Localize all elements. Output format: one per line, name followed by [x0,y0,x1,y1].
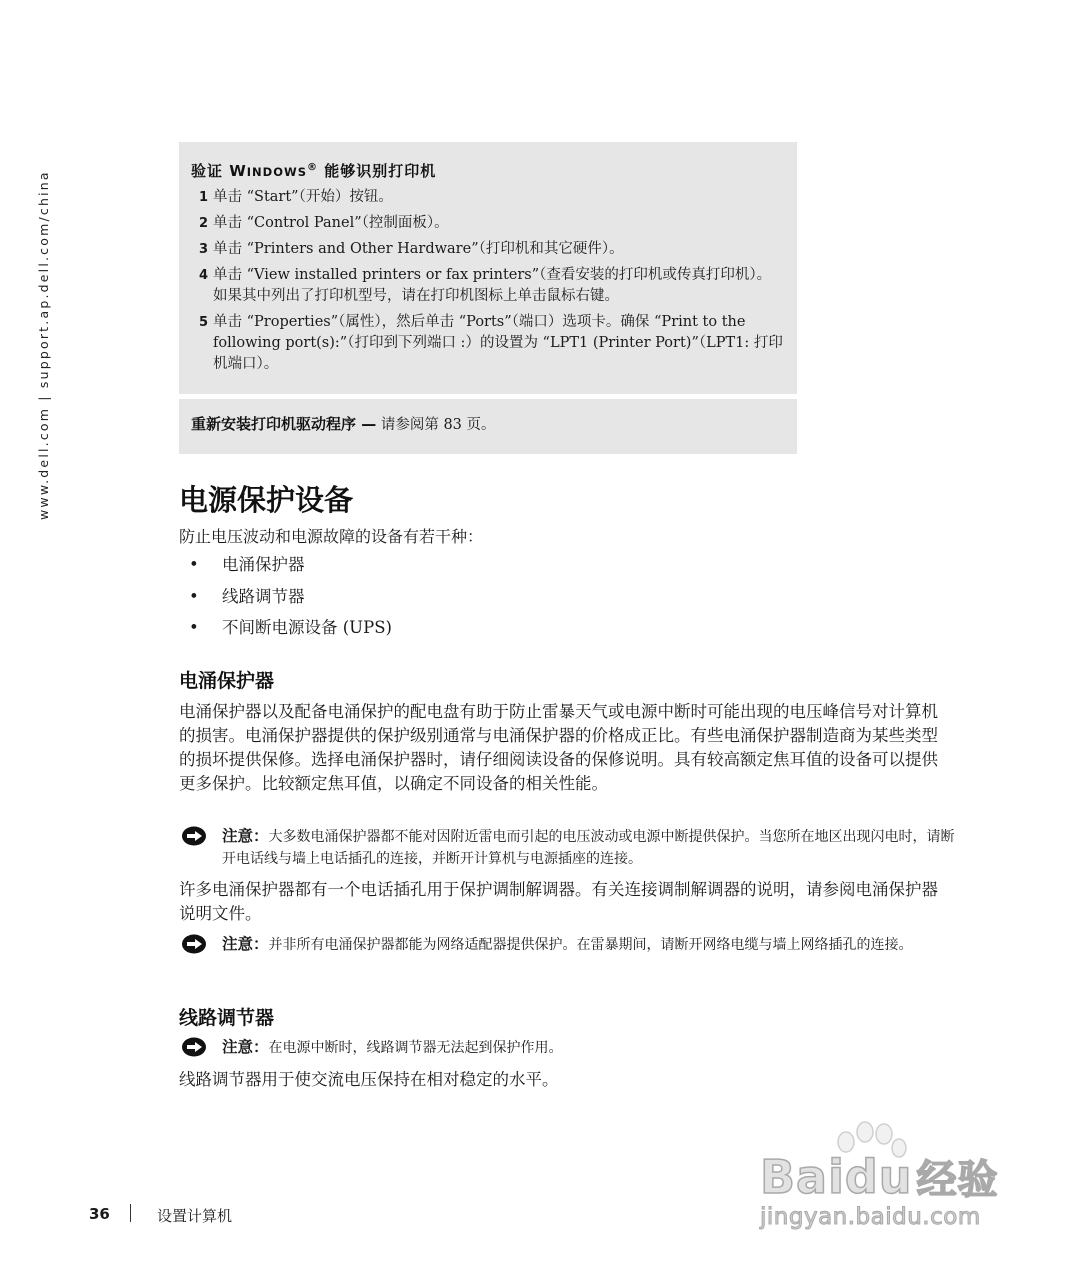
step-number: 5 [199,315,209,330]
section-title: 电源保护设备 [179,483,354,517]
chapter-title: 设置计算机 [157,1207,233,1225]
box-title [191,160,785,181]
watermark-url: jingyan.baidu.com [760,1204,981,1230]
footer-divider [130,1204,131,1222]
notice-label: 注意： [222,935,269,953]
surge-paragraph-2: 许多电涌保护器都有一个电话插孔用于保护调制解调器。有关连接调制解调器的说明，请参阅电涌保护器说明文件。 [179,880,938,923]
step-number: 4 [199,268,209,283]
device-list [179,553,392,648]
watermark-logo-cn: 经验 [916,1157,999,1203]
surge-heading: 电涌保护器 [179,670,275,692]
reinstall-driver-box [179,399,797,454]
notice-label: 注意： [222,1038,269,1056]
list-item [179,616,392,648]
reinstall-text: 请参阅第 83 页。 [376,417,496,433]
notice-label: 注意： [222,827,269,845]
list-item-text: 线路调节器 [222,586,305,606]
step-text: 单击 “Printers and Other Hardware”（打印机和其它硬件）。 [213,241,624,257]
notice-text: 在电源中断时，线路调节器无法起到保护作用。 [268,1040,563,1056]
notice-icon [181,826,209,846]
notice-text: 并非所有电涌保护器都能为网络适配器提供保护。在雷暴期间，请断开网络电缆与墙上网络插孔的连接。 [268,937,913,953]
watermark-logo [760,1148,999,1205]
step-item [199,265,785,307]
notice-box [179,1036,959,1059]
bullet-icon: • [189,555,199,574]
step-text: 单击 “Properties”（属性），然后单击 “Ports”（端口）选项卡。确保 “Print to the following port(s):”（打印到下列端口 :）的设置为 “LPT1 (Printer Port)”（LPT1: 打印机端口）。 [213,314,783,372]
step-item [199,239,785,260]
bullet-icon: • [189,586,199,606]
registered-mark: ® [306,162,318,173]
sidebar-url: www.dell.com | support.ap.dell.com/china [36,170,51,520]
step-text: 单击 “Start”（开始）按钮。 [213,189,393,205]
step-number: 1 [199,190,209,205]
verify-windows-box [179,142,797,394]
title-suffix: 能够识别打印机 [317,162,437,180]
step-item [199,312,785,375]
bullet-icon: • [189,618,199,637]
notice-icon [181,934,209,954]
list-item-text: 电涌保护器 [222,555,305,574]
page-number: 36 [89,1205,110,1223]
watermark-logo-text: Bai [760,1150,845,1204]
notice-icon [181,1037,209,1057]
notice-box [179,933,959,956]
list-item-text: 不间断电源设备 (UPS) [222,618,392,637]
title-smallcaps: INDOWS [246,165,307,179]
watermark-logo-text2: du [844,1150,913,1204]
line-conditioner-heading: 线路调节器 [179,1007,275,1029]
line-conditioner-paragraph: 线路调节器用于使交流电压保持在相对稳定的水平。 [179,1070,559,1089]
notice-text: 大多数电涌保护器都不能对因附近雷电而引起的电压波动或电源中断提供保护。当您所在地区出现闪电时，请断开电话线与墙上电话插孔的连接，并断开计算机与电源插座的连接。 [222,829,955,867]
step-number: 2 [199,216,209,231]
step-number: 3 [199,242,209,257]
step-list [191,187,785,375]
list-item [179,585,392,617]
list-item [179,553,392,585]
reinstall-label: 重新安装打印机驱动程序 — [191,415,377,433]
step-text: 单击 “Control Panel”（控制面板）。 [213,215,449,231]
step-text: 单击 “View installed printers or fax printers”（查看安装的打印机或传真打印机）。如果其中列出了打印机型号，请在打印机图标上单击鼠标右键。 [213,267,772,304]
surge-paragraph: 电涌保护器以及配备电涌保护的配电盘有助于防止雷暴天气或电源中断时可能出现的电压峰信号对计算机的损害。电涌保护器提供的保护级别通常与电涌保护器的价格成正比。有些电涌保护器制造商为某些类型的损坏提供保修。选择电涌保护器时，请仔细阅读设备的保修说明。具有较高额定焦耳值的设备可以提供更多保护。比较额定焦耳值，以确定不同设备的相关性能。 [179,702,938,793]
step-item [199,187,785,208]
notice-box [179,825,959,870]
step-item [199,213,785,234]
section-intro: 防止电压波动和电源故障的设备有若干种： [179,527,484,546]
title-prefix: 验证 W [191,162,247,180]
